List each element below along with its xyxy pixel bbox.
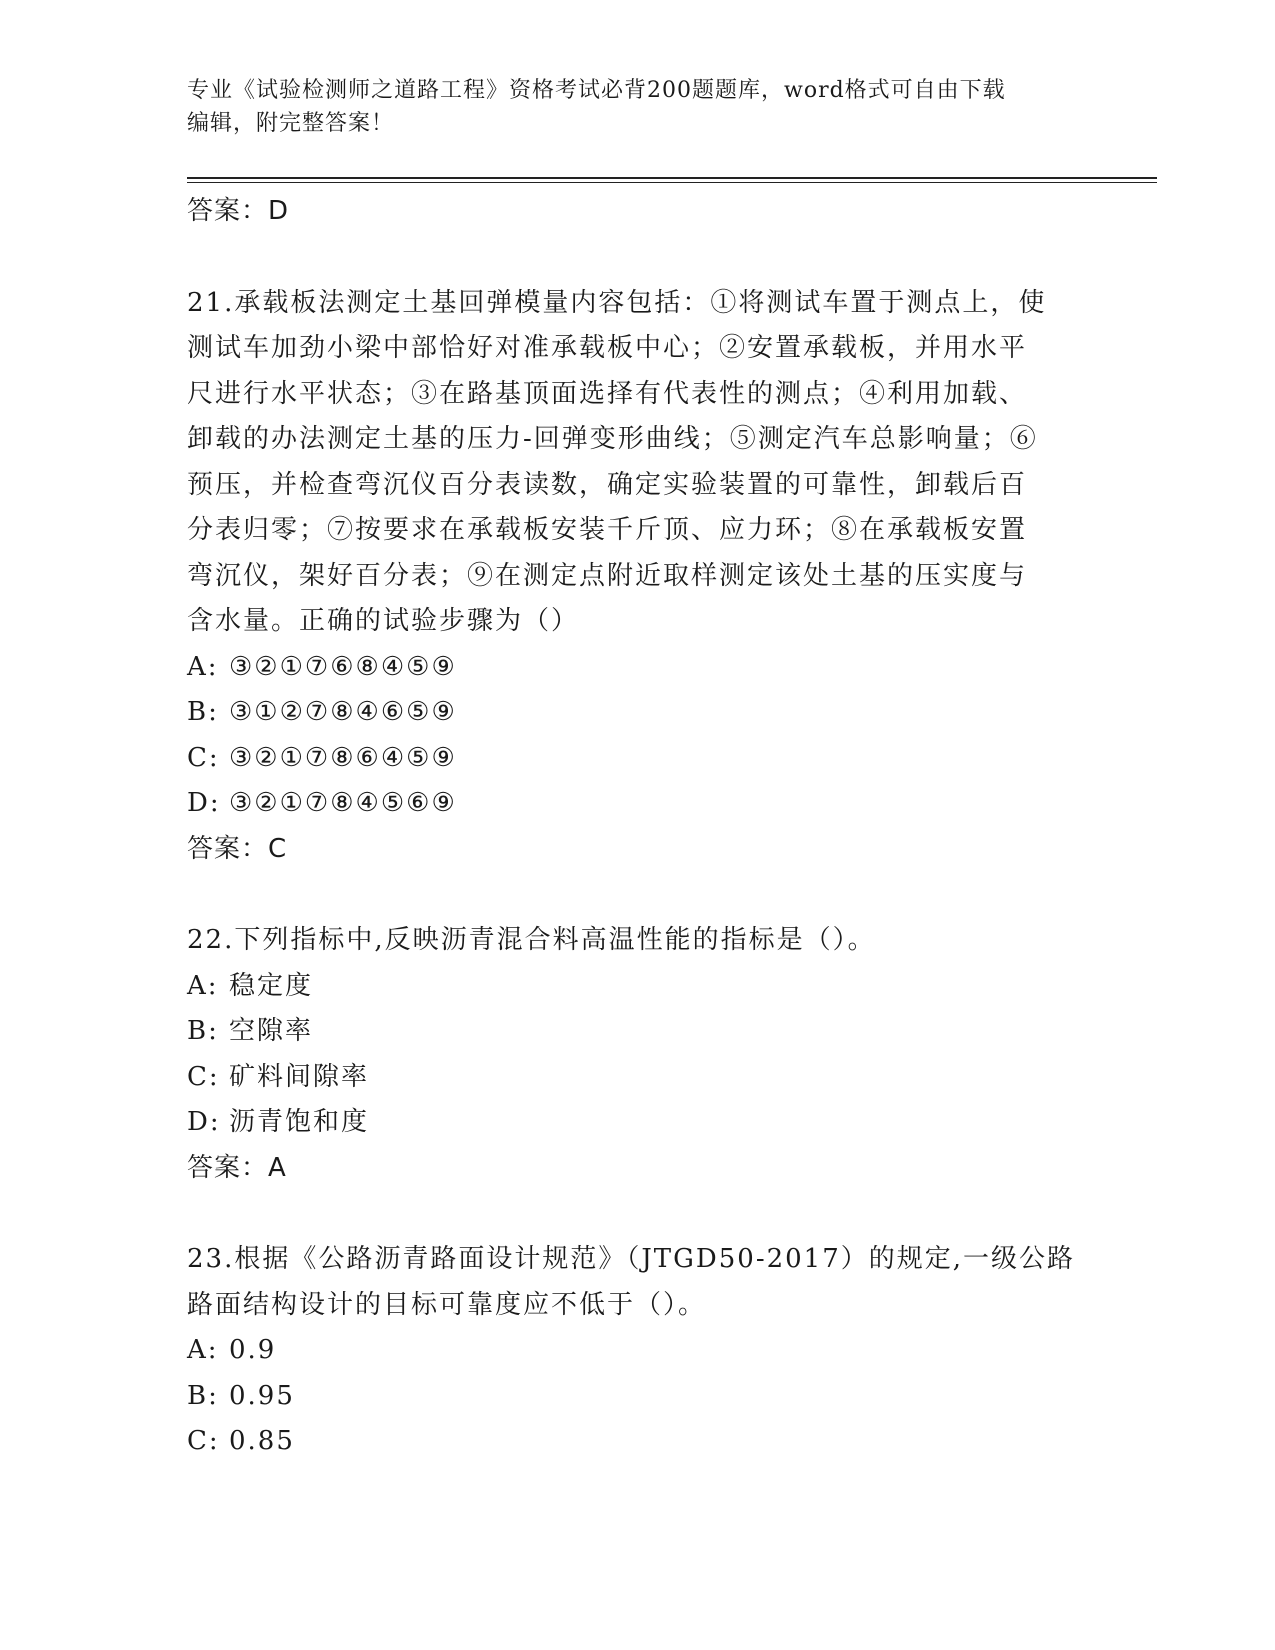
option-text: 沥青饱和度 (229, 1107, 370, 1137)
question-text-line: 23.根据《公路沥青路面设计规范》（JTGD50-2017）的规定,一级公路 (187, 1244, 1076, 1274)
option-label: A: (187, 1335, 219, 1365)
option-label: C: (187, 1061, 220, 1092)
option-a (187, 1328, 1087, 1374)
spacer (187, 235, 1087, 281)
option-label: B: (187, 697, 219, 727)
option-a (187, 964, 1087, 1010)
option-text: 0.85 (229, 1426, 295, 1456)
header-rule-thick (187, 177, 1157, 179)
option-label: A: (187, 651, 219, 682)
question-text-line: 含水量。正确的试验步骤为（） (187, 606, 580, 636)
option-label: D: (187, 788, 221, 818)
question-text-line: 预压，并检查弯沉仪百分表读数，确定实验装置的可靠性，卸载后百 (187, 469, 1028, 500)
spacer (187, 872, 1087, 918)
option-c (187, 736, 1087, 782)
question-text-line: 弯沉仪，架好百分表；⑨在测定点附近取样测定该处土基的压实度与 (187, 560, 1028, 591)
spacer (187, 1191, 1087, 1237)
option-c (187, 1419, 1087, 1465)
option-text: ③①②⑦⑧④⑥⑤⑨ (229, 697, 457, 727)
answer-line: 答案：A (187, 1152, 287, 1183)
header-line-2: 编辑，附完整答案！ (187, 111, 395, 136)
option-text: 稳定度 (229, 970, 314, 1001)
option-text: ③②①⑦⑥⑧④⑤⑨ (229, 651, 457, 682)
option-text: 0.9 (229, 1335, 277, 1365)
option-a (187, 645, 1087, 691)
option-text: 空隙率 (229, 1016, 314, 1046)
document-body (187, 189, 1087, 1465)
option-label: B: (187, 1016, 219, 1046)
option-c (187, 1055, 1087, 1101)
option-text: ③②①⑦⑧⑥④⑤⑨ (229, 742, 457, 773)
option-label: B: (187, 1380, 219, 1411)
option-text: 0.95 (229, 1380, 295, 1411)
question-22 (187, 918, 1087, 1191)
question-text-line: 分表归零；⑦按要求在承载板安装千斤顶、应力环；⑧在承载板安置 (187, 515, 1028, 545)
option-label: C: (187, 742, 220, 773)
option-b (187, 1009, 1087, 1055)
previous-answer: 答案：D (187, 196, 290, 226)
question-text-line: 21.承载板法测定土基回弹模量内容包括：①将测试车置于测点上，使 (187, 287, 1047, 318)
option-label: C: (187, 1426, 220, 1456)
question-text-line: 路面结构设计的目标可靠度应不低于（）。 (187, 1289, 707, 1320)
header-line-1: 专业《试验检测师之道路工程》资格考试必背200题题库，word格式可自由下载 (187, 78, 1006, 103)
option-b (187, 1374, 1087, 1420)
option-text: ③②①⑦⑧④⑤⑥⑨ (229, 788, 457, 818)
document-header (187, 74, 1087, 140)
question-text-line: 尺进行水平状态；③在路基顶面选择有代表性的测点；④利用加载、 (187, 378, 1028, 409)
question-21 (187, 281, 1087, 873)
document-page (187, 0, 1157, 1650)
option-label: D: (187, 1107, 221, 1137)
question-text-line: 卸载的办法测定土基的压力-回弹变形曲线；⑤测定汽车总影响量；⑥ (187, 424, 1038, 454)
question-text-line: 测试车加劲小梁中部恰好对准承载板中心；②安置承载板，并用水平 (187, 333, 1028, 363)
option-d (187, 781, 1087, 827)
header-rule-thin (187, 182, 1157, 183)
option-d (187, 1100, 1087, 1146)
answer-line: 答案：C (187, 833, 288, 864)
option-label: A: (187, 970, 219, 1001)
option-text: 矿料间隙率 (229, 1061, 370, 1092)
option-b (187, 690, 1087, 736)
question-23 (187, 1237, 1087, 1465)
question-text-line: 22.下列指标中,反映沥青混合料高温性能的指标是（）。 (187, 925, 876, 955)
